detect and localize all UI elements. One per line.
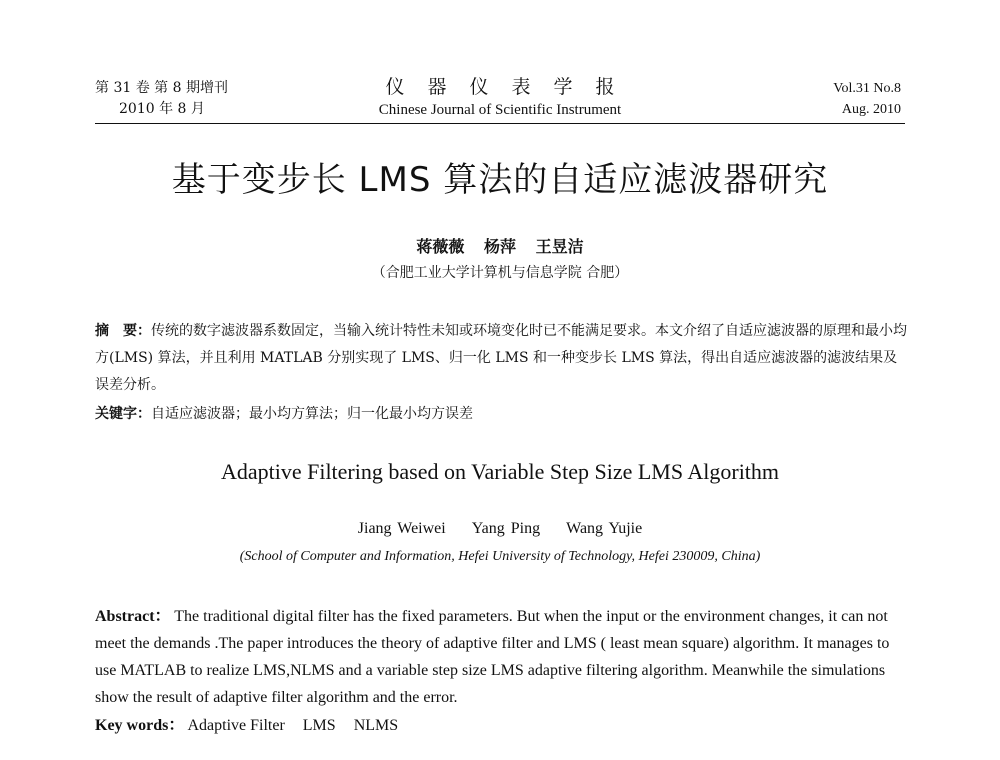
header-right (833, 78, 901, 120)
keyword-en: NLMS (353, 717, 399, 734)
journal-name-cn: 仪器仪表学报 (385, 76, 638, 98)
abstract-cn-label: 摘 要： (95, 323, 151, 339)
date-cn: 2010 年 8 月 (119, 101, 205, 117)
volume-cn: 第 31 卷 第 8 期增刊 (95, 80, 228, 96)
abstract-en (95, 603, 910, 711)
author-en: Wang Yujie (566, 520, 643, 537)
paper-title-en: Adaptive Filtering based on Variable Step Size LMS Algorithm (220, 459, 780, 484)
volume-en: Vol.31 No.8 (833, 81, 901, 96)
author-en: Jiang Weiwei (357, 520, 446, 537)
keywords-en (95, 712, 910, 739)
header-rule (95, 123, 905, 124)
author-en: Yang Ping (471, 520, 541, 537)
abstract-cn-text: 传统的数字滤波器系数固定，当输入统计特性未知或环境变化时已不能满足要求。本文介绍了自适应滤波器的原理和最小均方(LMS) 算法，并且利用 MATLAB 分别实现了 LMS、归一化 LMS 和一种变步长 LMS 算法，得出自适应滤波器的滤波结果及误差分析。 (95, 323, 907, 393)
authors-en (0, 520, 1000, 538)
affiliation-en: (School of Computer and Information, Hefei University of Technology, Hefei 230009, China) (239, 549, 761, 564)
date-en: Aug. 2010 (841, 102, 901, 117)
authors-cn: 蒋薇薇 杨萍 王昱洁 (416, 237, 584, 256)
affiliation-cn: （合肥工业大学计算机与信息学院 合肥） (371, 265, 629, 281)
keywords-en-label: Key words： (95, 717, 185, 734)
abstract-en-text: The traditional digital filter has the fixed parameters. But when the input or the environment changes, it can not meet the demands .The paper introduces the theory of adaptive filter and LMS ( least mean square) algorithm. It manages to use MATLAB to realize LMS,NLMS and a variable step size LMS adaptive filtering algorithm. Meanwhile the simulations show the result of adaptive filter algorithm and the error. (95, 608, 890, 706)
paper-title-cn: 基于变步长 LMS 算法的自适应滤波器研究 (171, 160, 829, 200)
abstract-cn (95, 318, 910, 399)
header-center (95, 74, 905, 120)
journal-header (95, 74, 905, 124)
keywords-cn (95, 401, 910, 428)
keywords-cn-text: 自适应滤波器；最小均方算法；归一化最小均方误差 (151, 406, 473, 422)
keywords-cn-label: 关键字： (95, 406, 151, 422)
keyword-en: Adaptive Filter (187, 717, 285, 734)
abstract-en-label: Abstract： (95, 608, 171, 625)
keyword-en: LMS (302, 717, 336, 734)
journal-name-en: Chinese Journal of Scientific Instrument (378, 102, 622, 118)
